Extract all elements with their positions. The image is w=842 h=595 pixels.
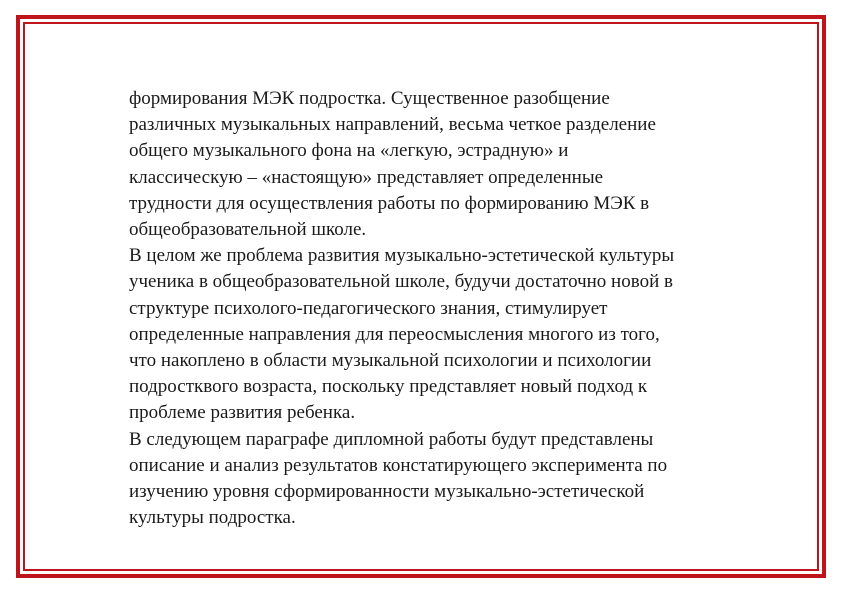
text-line: культуры подростка. xyxy=(129,507,296,529)
text-line: структуре психолого-педагогического знания, стимулирует xyxy=(129,297,608,319)
text-line: что накоплено в области музыкальной психологии и психологии xyxy=(129,350,652,372)
text-line: общего музыкального фона на «легкую, эстрадную» и xyxy=(129,140,569,162)
paragraph-1 xyxy=(129,86,769,243)
text-line: подростквого возраста, поскольку представляет новый подход к xyxy=(129,376,648,398)
paragraph-2 xyxy=(129,243,769,426)
text-line: В следующем параграфе дипломной работы будут представлены xyxy=(129,428,654,450)
text-line: В целом же проблема развития музыкально-эстетической культуры xyxy=(129,245,675,267)
text-line: описание и анализ результатов констатирующего эксперимента по xyxy=(129,454,668,476)
text-line: формирования МЭК подростка. Существенное разобщение xyxy=(129,88,610,109)
text-line: проблеме развития ребенка. xyxy=(129,402,356,424)
text-line: определенные направления для переосмысления многого из того, xyxy=(129,323,660,345)
slide-body-text xyxy=(129,86,769,531)
text-line: трудности для осуществления работы по формированию МЭК в xyxy=(129,192,650,214)
text-line: ученика в общеобразовательной школе, будучи достаточно новой в xyxy=(129,271,673,293)
text-line: общеобразовательной школе. xyxy=(129,219,367,241)
text-line: различных музыкальных направлений, весьма четкое разделение xyxy=(129,114,656,136)
paragraph-3 xyxy=(129,427,769,532)
text-line: изучению уровня сформированности музыкально-эстетической xyxy=(129,481,645,503)
text-line: классическую – «настоящую» представляет определенные xyxy=(129,166,604,188)
